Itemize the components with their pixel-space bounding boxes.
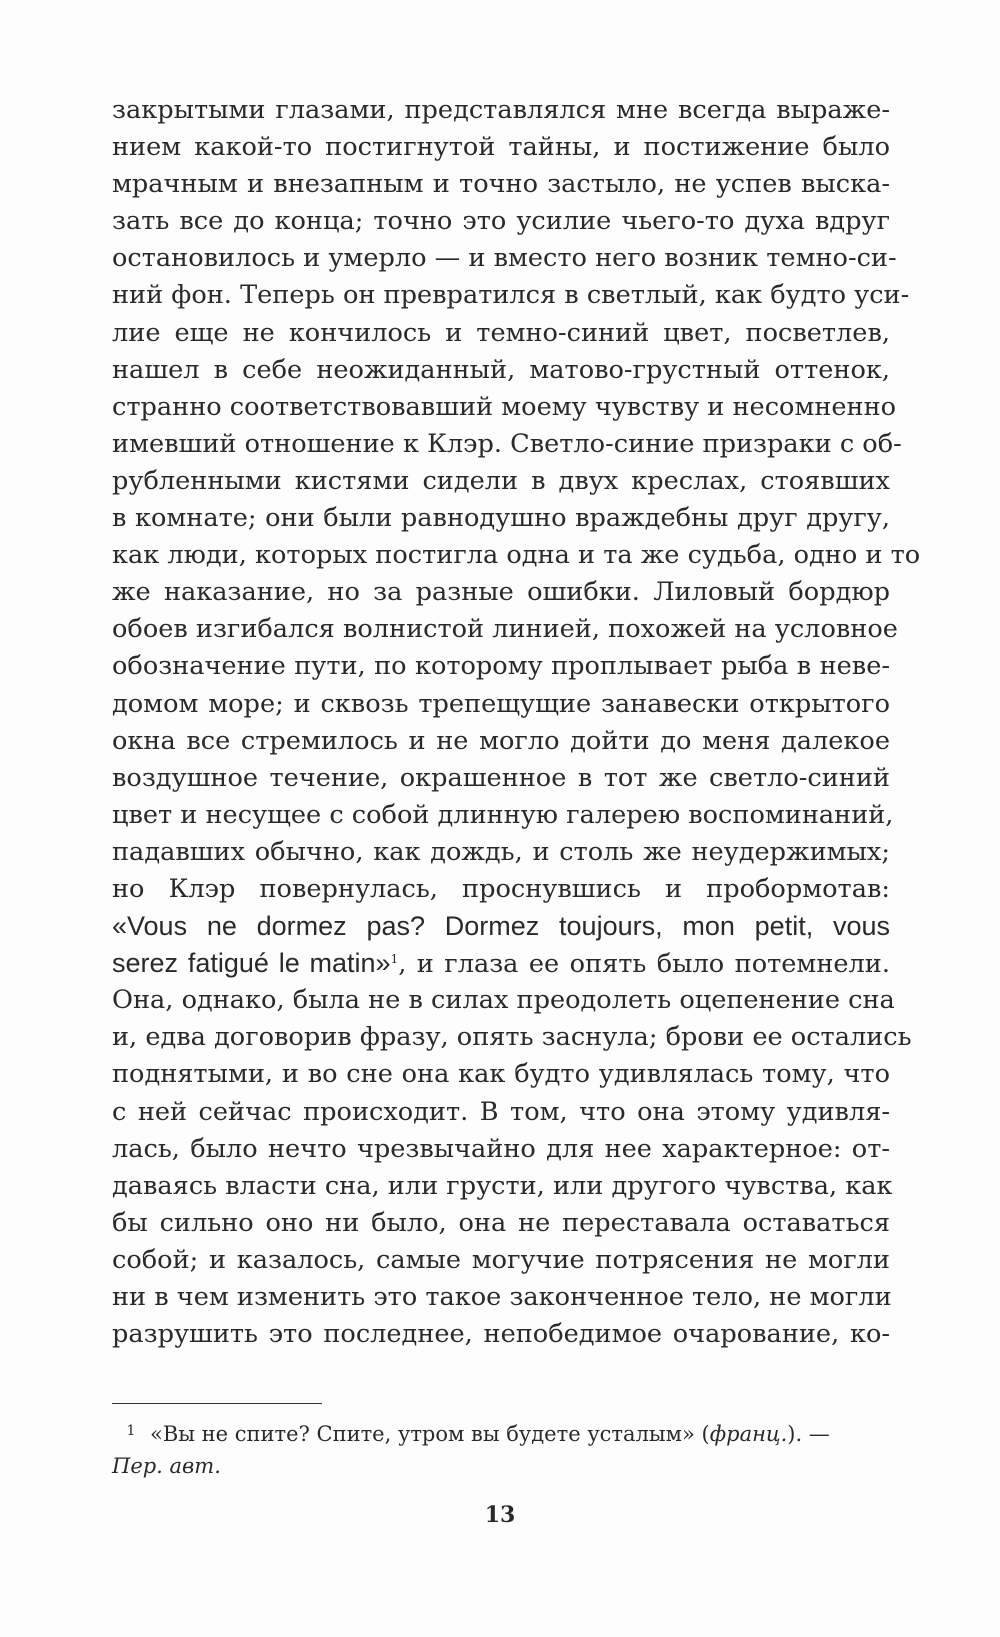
text-line: лие еще не кончилось и темно-синий цвет, посветлев, xyxy=(112,317,890,348)
text-line: Она, однако, была не в силах преодолеть оцепенение сна xyxy=(112,985,895,1016)
text-line: ни в чем изменить это такое законченное тело, не могли xyxy=(112,1282,892,1312)
footnote-line xyxy=(112,1418,890,1450)
text-line: мрачным и внезапным и точно застыло, не успев выска- xyxy=(112,169,890,200)
text-line: даваясь власти сна, или грусти, или другого чувства, как xyxy=(112,1170,893,1201)
text-line: бы сильно оно ни было, она не переставала оставаться xyxy=(112,1207,890,1238)
footnote-divider xyxy=(112,1403,322,1404)
french-quote-tail: serez fatigué le matin» xyxy=(112,948,391,979)
footnote-number: 1 xyxy=(126,1423,136,1439)
text-line: рубленными кистями сидели в двух креслах, стоявших xyxy=(112,465,890,496)
text-line: разрушить это последнее, непобедимое очарование, ко- xyxy=(112,1319,890,1350)
text-line: в комнате; они были равнодушно враждебны друг другу, xyxy=(112,503,890,534)
french-quote-line: «Vous ne dormez pas? Dormez toujours, mon petit, vous xyxy=(112,911,890,942)
footnote-text-end: ). — xyxy=(787,1422,830,1446)
text-line: воздушное течение, окрашенное в тот же светло-синий xyxy=(112,762,890,793)
text-line: странно соответствовавший моему чувству и несомненно xyxy=(112,391,897,422)
footnote-line xyxy=(112,1450,890,1482)
text-line: окна все стремилось и не могло дойти до меня далекое xyxy=(112,725,890,756)
text-line: лась, было нечто чрезвычайно для нее характерное: от- xyxy=(112,1133,890,1164)
text-line-with-footnote-ref xyxy=(112,945,890,982)
text-line: цвет и несущее с собой длинную галерею воспоминаний, xyxy=(112,799,894,830)
text-line: собой; и казалось, самые могучие потрясения не могли xyxy=(112,1244,890,1275)
text-line: имевший отношение к Клэр. Светло-синие призраки с об- xyxy=(112,428,902,459)
text-line: же наказание, но за разные ошибки. Лиловый бордюр xyxy=(112,577,890,608)
text-line: зать все до конца; точно это усилие чьего-то духа вдруг xyxy=(112,206,890,237)
text-line: домом море; и сквозь трепещущие занавески открытого xyxy=(112,688,890,719)
footnote-author-note: Пер. авт. xyxy=(112,1454,221,1478)
body-text xyxy=(112,92,921,1353)
footnote-text: «Вы не спите? Спите, утром вы будете усталым» ( xyxy=(150,1422,710,1446)
text-line: и, едва договорив фразу, опять заснула; брови ее остались xyxy=(112,1022,912,1053)
text-line: остановилось и умерло — и вместо него возник темно-си- xyxy=(112,243,897,274)
page-number: 13 xyxy=(484,1502,516,1528)
text-line: как люди, которых постигла одна и та же судьба, одно и то xyxy=(112,540,921,571)
footnote-reference[interactable]: 1 xyxy=(390,952,399,967)
text-line: падавших обычно, как дождь, и столь же неудержимых; xyxy=(112,836,890,867)
text-line: но Клэр повернулась, проснувшись и пробормотав: xyxy=(112,873,890,904)
footnote xyxy=(112,1418,890,1482)
text-line: обозначение пути, по которому проплывает рыба в неве- xyxy=(112,651,890,682)
text-line: поднятыми, и во сне она как будто удивлялась тому, что xyxy=(112,1059,890,1090)
text-line: нием какой-то постигнутой тайны, и постижение было xyxy=(112,132,890,163)
text-line: закрытыми глазами, представлялся мне всегда выраже- xyxy=(112,95,890,125)
text-line: нашел в себе неожиданный, матово-грустный оттенок, xyxy=(112,354,890,385)
footnote-abbreviation: франц. xyxy=(709,1422,788,1446)
text-line: ний фон. Теперь он превратился в светлый, как будто уси- xyxy=(112,280,910,311)
text-line-continuation: , и глаза ее опять было потемнели. xyxy=(398,949,890,980)
text-line: с ней сейчас происходит. В том, что она этому удивля- xyxy=(112,1096,890,1127)
text-line: обоев изгибался волнистой линией, похожей на условное xyxy=(112,614,898,645)
